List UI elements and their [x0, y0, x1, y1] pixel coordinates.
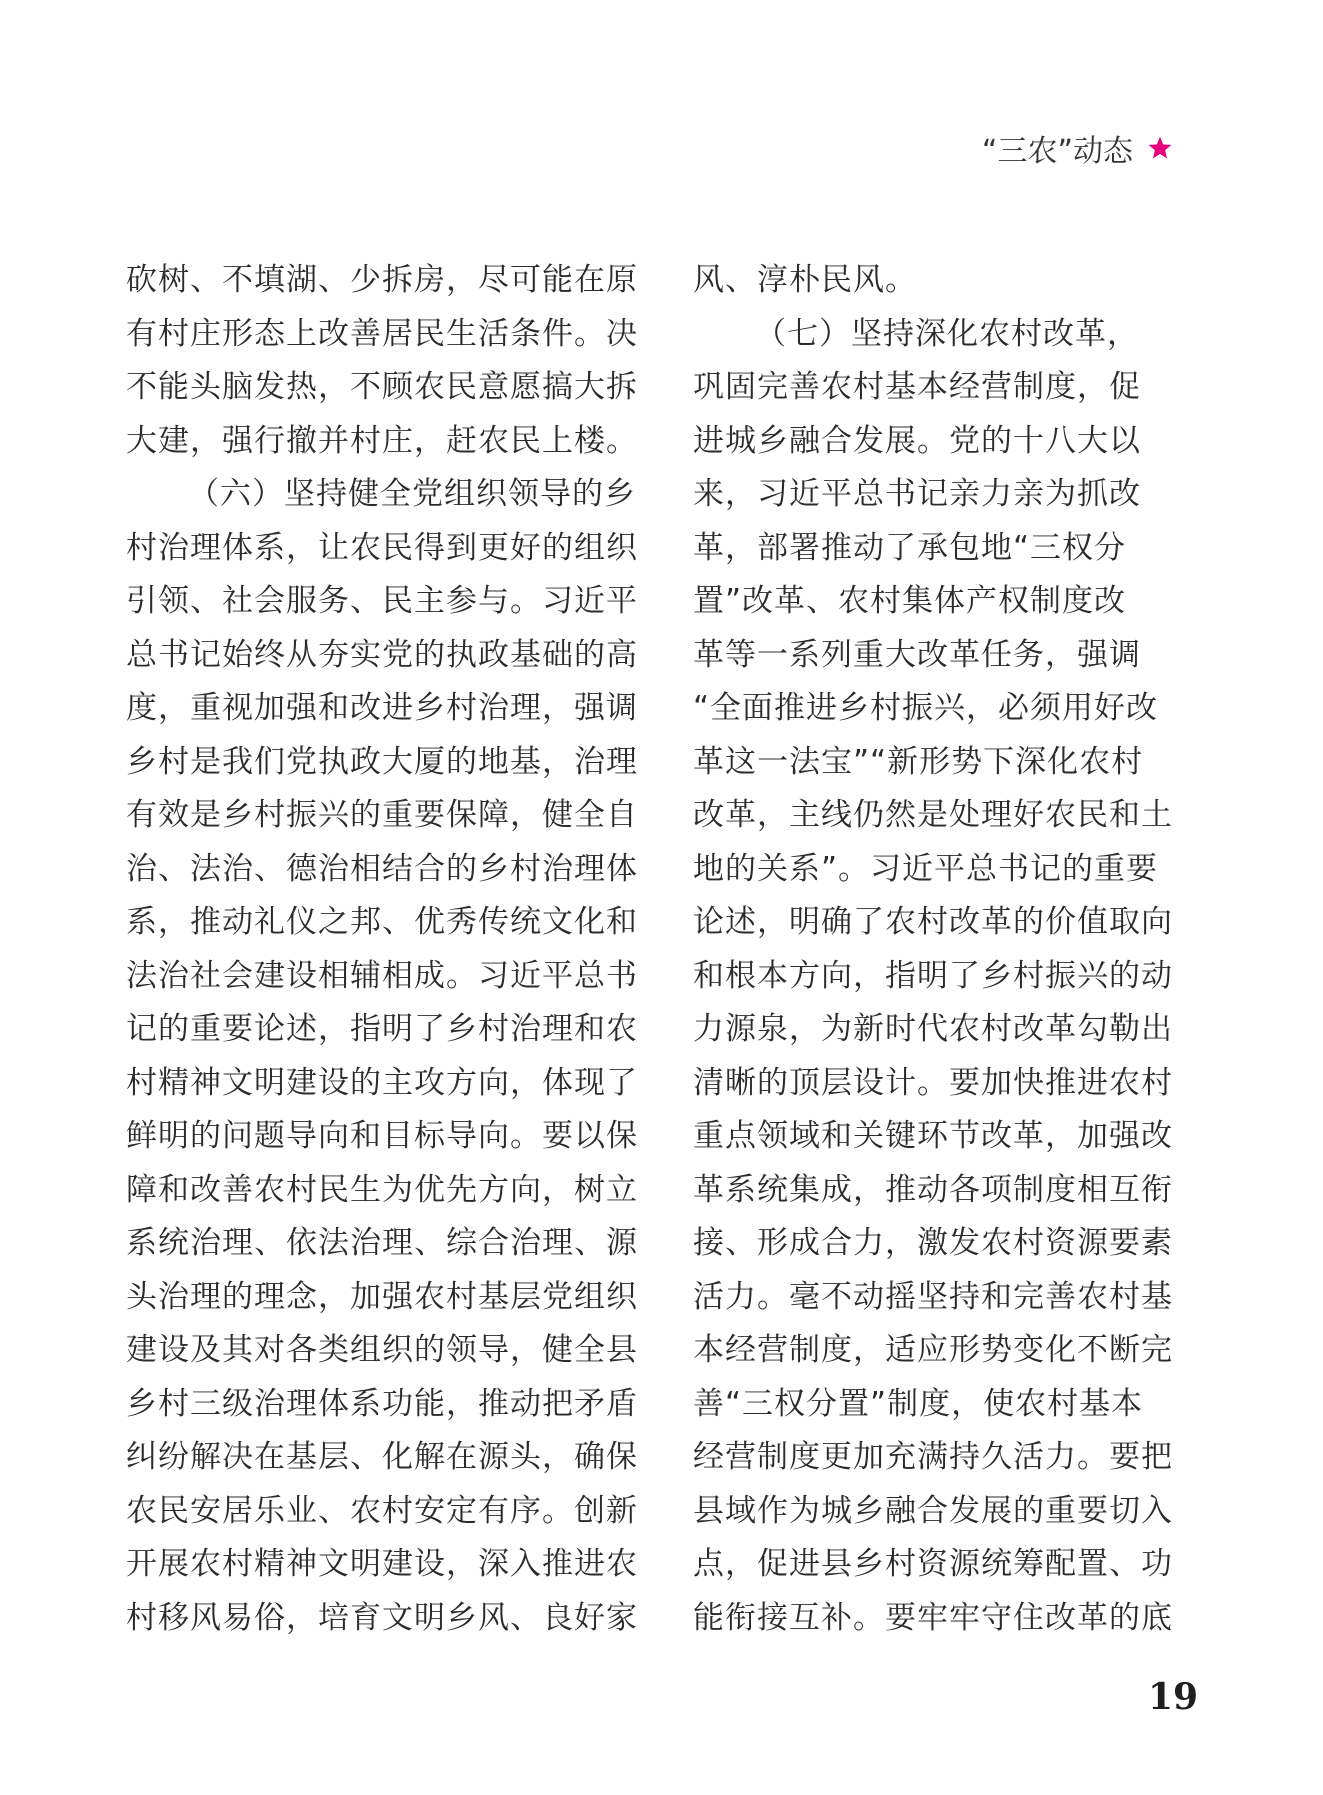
text-line: 有村庄形态上改善居民生活条件。决 [126, 315, 638, 352]
text-line: 系，推动礼仪之邦、优秀传统文化和 [126, 904, 638, 940]
text-line: 革这一法宝”“新形势下深化农村 [693, 743, 1144, 780]
text-line: 重点领域和关键环节改革，加强改 [693, 1118, 1173, 1154]
text-line: “全面推进乡村振兴，必须用好改 [693, 690, 1159, 726]
text-line: 引领、社会服务、民主参与。习近平 [126, 583, 638, 619]
page-number: 19 [1148, 1676, 1199, 1718]
text-line: 乡村三级治理体系功能，推动把矛盾 [126, 1385, 638, 1422]
text-line: 清晰的顶层设计。要加快推进农村 [693, 1064, 1173, 1101]
text-line: 革等一系列重大改革任务，强调 [693, 636, 1141, 673]
text-line: 巩固完善农村基本经营制度，促 [693, 369, 1141, 405]
text-line: 总书记始终从夯实党的执政基础的高 [126, 636, 638, 673]
text-line: 革系统集成，推动各项制度相互衔 [693, 1171, 1173, 1208]
text-line: 建设及其对各类组织的领导，健全县 [126, 1332, 638, 1368]
text-line: 村移风易俗，培育文明乡风、良好家 [126, 1599, 638, 1636]
text-line: 系统治理、依法治理、综合治理、源 [126, 1225, 638, 1261]
text-line: （七）坚持深化农村改革， [755, 315, 1139, 352]
text-line: 点，促进县乡村资源统筹配置、功 [693, 1546, 1173, 1582]
text-line: 不能头脑发热，不顾农民意愿搞大拆 [126, 369, 638, 405]
text-line: 大建，强行撤并村庄，赶农民上楼。 [126, 422, 638, 459]
text-line: 治、法治、德治相结合的乡村治理体 [126, 850, 638, 887]
text-line: 风、淳朴民风。 [693, 262, 917, 298]
text-line: 农民安居乐业、农村安定有序。创新 [126, 1492, 638, 1529]
text-line: 论述，明确了农村改革的价值取向 [693, 904, 1173, 940]
text-line: 接、形成合力，激发农村资源要素 [693, 1225, 1173, 1261]
text-line: （六）坚持健全党组织领导的乡 [188, 476, 636, 512]
text-line: 县域作为城乡融合发展的重要切入 [693, 1492, 1173, 1529]
section-title: “三农”动态 [981, 134, 1133, 169]
text-line: 改革，主线仍然是处理好农民和土 [693, 797, 1173, 833]
text-line: 度，重视加强和改进乡村治理，强调 [126, 690, 638, 726]
text-line: 村精神文明建设的主攻方向，体现了 [126, 1064, 638, 1101]
text-line: 置”改革、农村集体产权制度改 [693, 583, 1127, 619]
text-line: 来，习近平总书记亲力亲为抓改 [693, 476, 1141, 512]
right-text-column [693, 254, 1198, 1645]
text-line: 地的关系”。习近平总书记的重要 [693, 850, 1159, 887]
text-line: 纠纷解决在基层、化解在源头，确保 [126, 1439, 638, 1475]
text-line: 本经营制度，适应形势变化不断完 [693, 1332, 1173, 1368]
text-line: 和根本方向，指明了乡村振兴的动 [693, 957, 1173, 994]
left-text-column [126, 254, 638, 1645]
text-line: 开展农村精神文明建设，深入推进农 [126, 1546, 638, 1582]
text-line: 记的重要论述，指明了乡村治理和农 [126, 1011, 638, 1047]
text-line: 活力。毫不动摇坚持和完善农村基 [693, 1278, 1173, 1315]
text-line: 能衔接互补。要牢牢守住改革的底 [693, 1599, 1173, 1636]
text-line: 鲜明的问题导向和目标导向。要以保 [126, 1118, 638, 1154]
text-line: 力源泉，为新时代农村改革勾勒出 [693, 1011, 1173, 1047]
text-line: 障和改善农村民生为优先方向，树立 [126, 1171, 638, 1208]
text-line: 经营制度更加充满持久活力。要把 [693, 1439, 1173, 1475]
star-icon [1147, 135, 1173, 161]
text-line: 善“三权分置”制度，使农村基本 [693, 1385, 1144, 1422]
running-header [982, 126, 1173, 170]
text-line: 法治社会建设相辅相成。习近平总书 [126, 957, 638, 994]
text-line: 乡村是我们党执政大厦的地基，治理 [126, 743, 638, 780]
text-line: 革，部署推动了承包地“三权分 [693, 529, 1127, 566]
text-line: 砍树、不填湖、少拆房，尽可能在原 [126, 262, 638, 298]
text-line: 村治理体系，让农民得到更好的组织 [126, 529, 638, 566]
text-line: 进城乡融合发展。党的十八大以 [693, 422, 1141, 459]
text-line: 有效是乡村振兴的重要保障，健全自 [126, 797, 638, 833]
text-line: 头治理的理念，加强农村基层党组织 [126, 1278, 638, 1315]
